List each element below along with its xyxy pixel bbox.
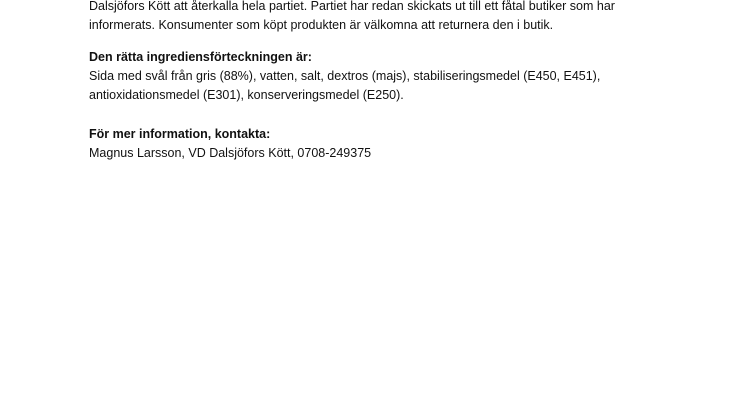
contact-section: [89, 125, 709, 163]
contact-details: Magnus Larsson, VD Dalsjöfors Kött, 0708-249375: [89, 146, 372, 160]
intro-line-2: informerats. Konsumenter som köpt produkten är välkomna att returnera den i butik.: [89, 18, 554, 32]
ingredients-line-1: Sida med svål från gris (88%), vatten, salt, dextros (majs), stabiliseringsmedel (E450, E451),: [89, 69, 601, 83]
ingredients-line-2: antioxidationsmedel (E301), konserveringsmedel (E250).: [89, 88, 404, 102]
intro-paragraph: [89, 0, 709, 35]
contact-heading: För mer information, kontakta:: [89, 127, 271, 141]
ingredients-section: [89, 48, 709, 105]
intro-line-1: Dalsjöfors Kött att återkalla hela partiet. Partiet har redan skickats ut till ett fåtal butiker som har: [89, 0, 615, 13]
ingredients-heading: Den rätta ingrediensförteckningen är:: [89, 50, 312, 64]
